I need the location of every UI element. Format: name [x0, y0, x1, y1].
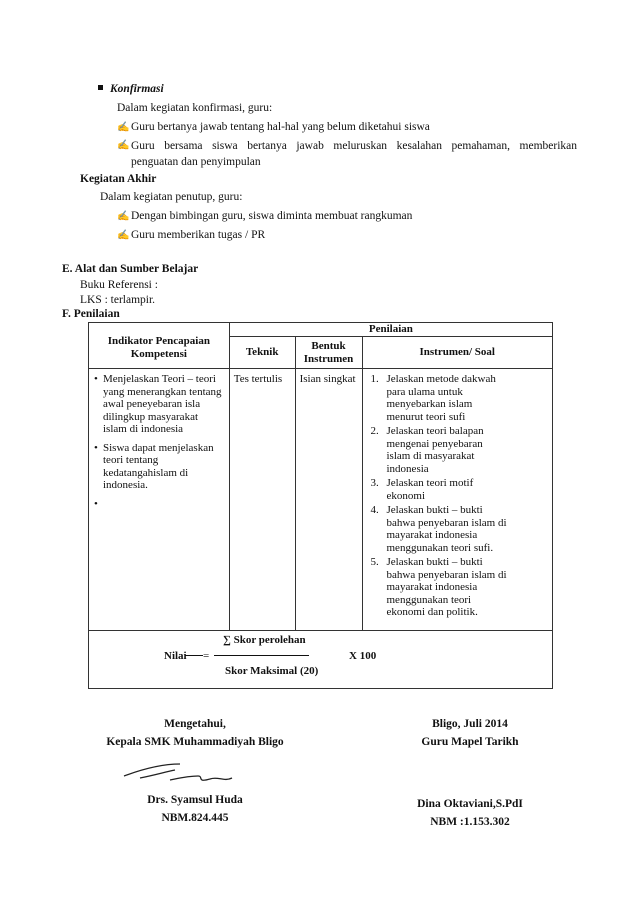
kegiatan-akhir-item: ✍ Dengan bimbingan guru, siswa diminta membuat rangkuman — [117, 210, 413, 222]
soal-item: 4. Jelaskan bukti – bukti bahwa penyebaran islam di mayarakat indonesia menggunakan teori sufi. — [370, 504, 507, 554]
konfirmasi-item: ✍ Guru bertanya jawab tentang hal-hal yang belum diketahui siswa — [117, 121, 430, 133]
nilai-formula — [89, 631, 552, 685]
soal-cell — [362, 369, 553, 631]
header-indikator: Indikator Pencapaian Kompetensi — [89, 323, 230, 369]
formula-label: Nilai — [164, 650, 187, 662]
soal-item: 2. Jelaskan teori balapan mengenai penyebaran islam di masyarakat indonesia — [370, 425, 484, 475]
indikator-item: • Menjelaskan Teori – teori yang menerangkan tentang awal peneyebaran isla dilingkup masyarakat islam di indonesia — [91, 373, 225, 436]
formula-cell — [89, 631, 553, 689]
header-instrumen: Instrumen/ Soal — [362, 337, 553, 369]
formula-numerator: ∑ Skor perolehan — [223, 634, 306, 646]
kegiatan-akhir-item: ✍ Guru memberikan tugas / PR — [117, 229, 266, 241]
formula-lead-line — [185, 655, 203, 656]
section-e-line: Buku Referensi : — [80, 279, 158, 291]
soal-item: 1. Jelaskan metode dakwah para ulama untuk menyebarkan islam menurut teori sufi — [370, 373, 496, 423]
square-bullet-icon — [98, 85, 103, 90]
signature-left-name: Drs. Syamsul Huda NBM.824.445 — [147, 794, 243, 824]
konfirmasi-intro: Dalam kegiatan konfirmasi, guru: — [117, 102, 273, 114]
section-f-title: F. Penilaian — [62, 308, 120, 320]
bentuk-cell: Isian singkat — [295, 369, 362, 631]
formula-multiplier: X 100 — [349, 650, 377, 662]
konfirmasi-item-continuation: penguatan dan penyimpulan — [131, 156, 261, 168]
formula-equals: = — [203, 650, 210, 662]
kegiatan-akhir-title: Kegiatan Akhir — [80, 173, 157, 185]
konfirmasi-item: ✍ Guru bersama siswa bertanya jawab meluruskan kesalahan pemahaman, memberikan — [117, 140, 577, 152]
pointing-hand-icon: ✍ — [117, 140, 130, 151]
pointing-hand-icon: ✍ — [117, 211, 130, 222]
pointing-hand-icon: ✍ — [117, 122, 130, 133]
pointing-hand-icon: ✍ — [117, 230, 130, 241]
header-penilaian: Penilaian — [229, 323, 552, 337]
penilaian-table — [88, 322, 553, 689]
header-bentuk: Bentuk Instrumen — [295, 337, 362, 369]
indikator-item-empty — [91, 498, 225, 511]
teknik-cell: Tes tertulis — [229, 369, 295, 631]
kegiatan-akhir-intro: Dalam kegiatan penutup, guru: — [100, 191, 243, 203]
header-teknik: Teknik — [229, 337, 295, 369]
konfirmasi-heading — [98, 82, 164, 96]
handwritten-signature — [120, 758, 250, 788]
signature-right-name: Dina Oktaviani,S.PdI NBM :1.153.302 — [417, 798, 523, 828]
soal-item: 3. Jelaskan teori motif ekonomi — [370, 477, 474, 502]
signature-left-header: Mengetahui, Kepala SMK Muhammadiyah Bligo — [106, 718, 284, 748]
signature-right-header: Bligo, Juli 2014 Guru Mapel Tarikh — [421, 718, 519, 748]
indikator-cell — [89, 369, 230, 631]
soal-item: 5. Jelaskan bukti – bukti bahwa penyebaran islam di mayarakat indonesia menggunakan teori ekonomi dan politik. — [370, 556, 507, 618]
fraction-line — [214, 655, 309, 656]
section-e-line: LKS : terlampir. — [80, 294, 156, 306]
formula-denominator: Skor Maksimal (20) — [225, 665, 319, 677]
konfirmasi-title: Konfirmasi — [110, 83, 164, 95]
indikator-item: • Siswa dapat menjelaskan teori tentang kedatangahislam di indonesia. — [91, 442, 225, 492]
section-e-title: E. Alat dan Sumber Belajar — [62, 263, 199, 275]
